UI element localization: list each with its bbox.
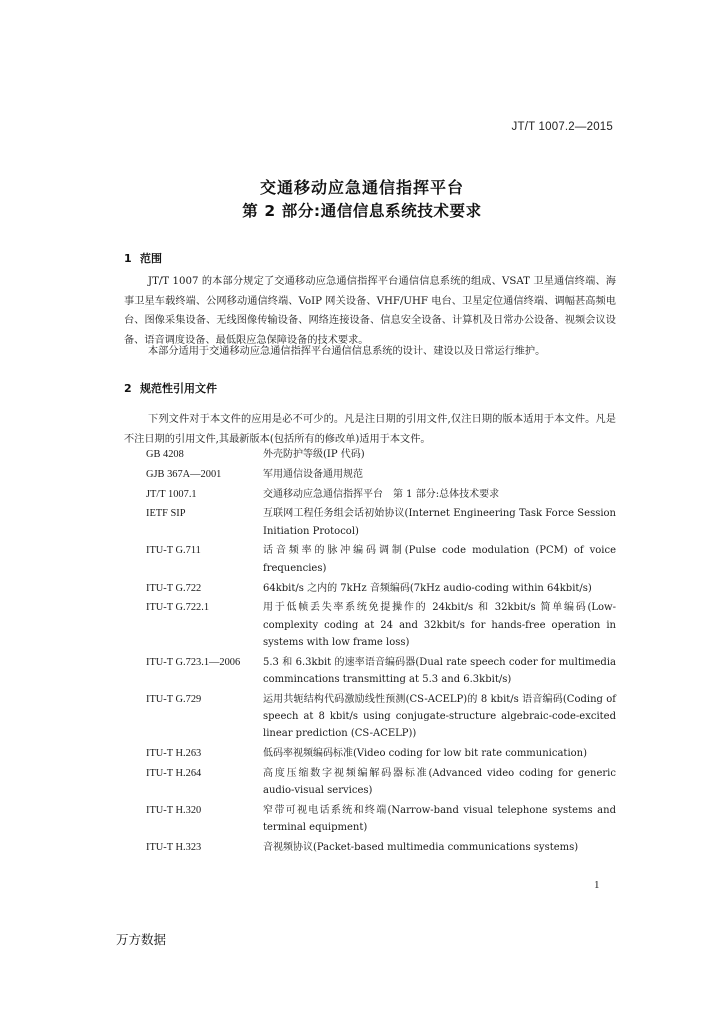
reference-item [146,466,616,483]
reference-title: 军用通信设备通用规范 [263,468,363,480]
reference-code: IETF SIP [146,508,186,520]
section-1-heading [124,250,162,266]
standard-code: JT/T 1007.2—2015 [511,121,613,133]
reference-code: ITU-T H.264 [146,768,202,780]
reference-code: ITU-T G.711 [146,545,201,557]
reference-item [146,505,616,540]
reference-item [146,446,616,463]
reference-code: JT/T 1007.1 [146,488,197,500]
reference-title: 交通移动应急通信指挥平台 第 1 部分:总体技术要求 [263,488,500,500]
reference-code: ITU-T H.263 [146,748,202,760]
section-2-title: 规范性引用文件 [140,382,217,395]
reference-title: 5.3 和 6.3kbit 的速率语音编码器(Dual rate speech coder for multimedia commincations transmitting at 5.3 and 6.3kbit/s) [263,656,616,686]
reference-code: ITU-T H.323 [146,842,202,854]
reference-item [146,486,616,503]
reference-title: 外壳防护等级(IP 代码) [263,449,365,460]
section-1-title: 范围 [140,252,162,265]
reference-item [146,580,616,597]
scope-paragraph-1: JT/T 1007 的本部分规定了交通移动应急通信指挥平台通信信息系统的组成、VSAT 卫星通信终端、海事卫星车载终端、公网移动通信终端、VoIP 网关设备、VHF/UHF 电台、卫星定位通信终端、调幅甚高频电台、图像采集设备、无线图像传输设备、网络连接设备、信息安全设备、计算机及日常办公设备、视频会议设备、语音调度设备、最低限应急保障设备的技术要求。 [124,276,616,346]
page-number: 1 [594,879,600,891]
reference-item [146,765,616,800]
reference-title: 音视频协议(Packet-based multimedia communications systems) [263,842,579,854]
section-2-heading [124,380,217,396]
document-title: 交通移动应急通信指挥平台 [259,178,464,197]
document-subtitle: 第 2 部分:通信信息系统技术要求 [242,202,482,220]
reference-item [146,839,616,856]
reference-title: 高度压缩数字视频编解码器标准(Advanced video coding for generic audio-visual services) [263,768,616,797]
reference-title: 互联网工程任务组会话初始协议(Internet Engineering Task Force Session Initiation Protocol) [263,508,616,537]
scope-paragraph-2: 本部分适用于交通移动应急通信指挥平台通信信息系统的设计、建设以及日常运行维护。 [148,346,546,357]
watermark: 万方数据 [116,932,167,947]
reference-code: ITU-T G.722.1 [146,602,210,614]
reference-item [146,654,616,689]
reference-code: GJB 367A—2001 [146,468,222,480]
reference-code: GB 4208 [146,449,184,460]
reference-title: 用于低帧丢失率系统免提操作的 24kbit/s 和 32kbit/s 简单编码(Low-complexity coding at 24 and 32kbit/s for hands-free operation in systems with low frame loss) [263,602,616,648]
reference-code: ITU-T G.723.1—2006 [146,656,241,668]
reference-code: ITU-T G.722 [146,582,202,594]
reference-title: 运用共轭结构代码激励线性预测(CS-ACELP)的 8 kbit/s 语音编码(Coding of speech at 8 kbit/s using conjugate-structure algebraic-code-excited linear prediction (CS-ACELP)) [263,693,616,740]
reference-title: 64kbit/s 之内的 7kHz 音频编码(7kHz audio-coding within 64kbit/s) [263,582,592,594]
reference-title: 话音频率的脉冲编码调制(Pulse code modulation (PCM) of voice frequencies) [263,545,616,574]
reference-item [146,691,616,743]
reference-list [146,446,616,859]
references-intro: 下列文件对于本文件的应用是必不可少的。凡是注日期的引用文件,仅注日期的版本适用于本文件。凡是不注日期的引用文件,其最新版本(包括所有的修改单)适用于本文件。 [124,414,616,445]
reference-code: ITU-T H.320 [146,805,202,817]
section-1-number: 1 [124,252,132,265]
reference-title: 低码率视频编码标准(Video coding for low bit rate communication) [263,748,588,760]
reference-item [146,542,616,577]
section-2-number: 2 [124,382,132,395]
reference-title: 窄带可视电话系统和终端(Narrow-band visual telephone systems and terminal equipment) [263,805,616,834]
reference-code: ITU-T G.729 [146,693,202,705]
reference-item [146,802,616,837]
reference-item [146,745,616,762]
reference-item [146,599,616,651]
